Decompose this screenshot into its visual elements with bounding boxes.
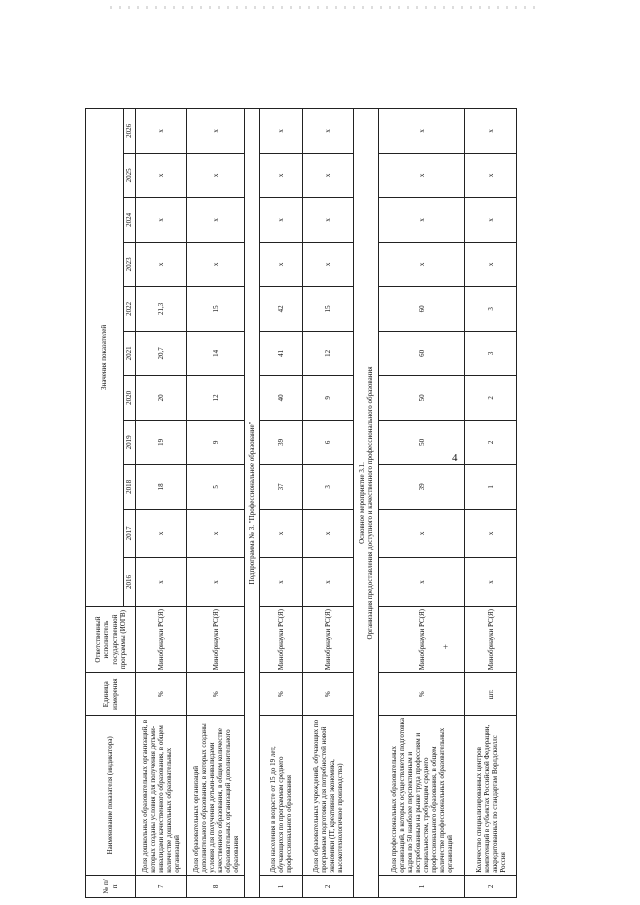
- value-cell: x: [302, 153, 353, 198]
- table-row: [136, 109, 187, 898]
- value-cell: x: [136, 109, 187, 154]
- value-cell: 5: [187, 465, 245, 510]
- value-cell: 15: [302, 287, 353, 332]
- row-unit: шт.: [465, 673, 517, 715]
- row-responsible: Минобрнауки РС(Я): [465, 606, 517, 673]
- table-row: [302, 109, 353, 898]
- header-values: Значения показателей: [86, 109, 124, 607]
- value-cell: 3: [465, 331, 517, 376]
- value-cell: x: [378, 109, 464, 154]
- value-cell: 2: [465, 420, 517, 465]
- row-unit: %: [259, 673, 302, 715]
- year-cell: 2026: [124, 109, 136, 154]
- value-cell: x: [136, 198, 187, 243]
- row-name: Доля населения в возрасте от 15 до 19 лет, обучающихся по программам среднего профессионального образования: [259, 715, 302, 875]
- value-cell: x: [259, 198, 302, 243]
- row-num: 2: [302, 875, 353, 897]
- value-cell: x: [302, 198, 353, 243]
- value-cell: 39: [378, 465, 464, 510]
- margin-mark: +: [443, 642, 449, 652]
- row-num: 2: [465, 875, 517, 897]
- value-cell: x: [465, 242, 517, 287]
- year-cell: 2018: [124, 465, 136, 510]
- scan-noise: [110, 6, 540, 9]
- year-cell: 2021: [124, 331, 136, 376]
- value-cell: x: [378, 509, 464, 558]
- value-cell: x: [187, 153, 245, 198]
- value-cell: 60: [378, 331, 464, 376]
- value-cell: 50: [378, 420, 464, 465]
- value-cell: 12: [187, 376, 245, 421]
- table-row: [187, 109, 245, 898]
- value-cell: x: [302, 558, 353, 607]
- value-cell: 50: [378, 376, 464, 421]
- value-cell: 3: [465, 287, 517, 332]
- table-row: [465, 109, 517, 898]
- value-cell: 1: [465, 465, 517, 510]
- indicators-table: [85, 108, 517, 898]
- value-cell: 2: [465, 376, 517, 421]
- value-cell: x: [465, 558, 517, 607]
- row-name: Доля дошкольных образовательных организаций, в которых созданы условия для получения детьми-инвалидами качественного образования, в общем количестве дошкольных образовательных организаций: [136, 715, 187, 875]
- row-num: 1: [259, 875, 302, 897]
- activity-title: Основное мероприятие 3.1. Организация предоставления доступного и качественного профессионального образования: [354, 109, 379, 898]
- value-cell: 42: [259, 287, 302, 332]
- row-unit: %: [378, 673, 464, 715]
- header-name: Наименование показателя (индикатора): [86, 715, 136, 875]
- row-unit: %: [136, 673, 187, 715]
- value-cell: x: [187, 509, 245, 558]
- value-cell: 18: [136, 465, 187, 510]
- value-cell: x: [259, 242, 302, 287]
- row-responsible: Минобрнауки РС(Я): [259, 606, 302, 673]
- value-cell: 37: [259, 465, 302, 510]
- year-cell: 2022: [124, 287, 136, 332]
- value-cell: x: [302, 109, 353, 154]
- year-cell: 2020: [124, 376, 136, 421]
- row-name: Доля образовательных организаций дополнительного образования, в которых созданы условия для получения детьми-инвалидами качественного образования, в общем количестве образовательных организаций дополнительного образования: [187, 715, 245, 875]
- value-cell: 9: [187, 420, 245, 465]
- value-cell: x: [259, 153, 302, 198]
- row-num: 8: [187, 875, 245, 897]
- year-cell: 2023: [124, 242, 136, 287]
- subprogram-row: [245, 109, 259, 898]
- value-cell: 3: [302, 465, 353, 510]
- value-cell: x: [136, 558, 187, 607]
- row-unit: %: [302, 673, 353, 715]
- value-cell: x: [136, 242, 187, 287]
- value-cell: 39: [259, 420, 302, 465]
- value-cell: x: [302, 509, 353, 558]
- row-num: 1: [378, 875, 464, 897]
- year-cell: 2016: [124, 558, 136, 607]
- row-name: Доля профессиональных образовательных организаций, в которых осуществляется подготовка кадров по 50 наиболее перспективным и востребованным на рынке труда профессиям и специальностям, требующим среднего профессионального образования, в общем количестве профессиональных образовательных организаций: [378, 715, 464, 875]
- value-cell: x: [465, 153, 517, 198]
- value-cell: x: [302, 242, 353, 287]
- row-responsible: Минобрнауки РС(Я): [302, 606, 353, 673]
- activity-row: [354, 109, 379, 898]
- value-cell: 15: [187, 287, 245, 332]
- value-cell: x: [378, 198, 464, 243]
- value-cell: x: [187, 558, 245, 607]
- row-responsible: Минобрнауки РС(Я): [187, 606, 245, 673]
- value-cell: x: [465, 109, 517, 154]
- year-cell: 2024: [124, 198, 136, 243]
- value-cell: x: [259, 558, 302, 607]
- value-cell: x: [378, 242, 464, 287]
- value-cell: x: [136, 153, 187, 198]
- value-cell: x: [259, 109, 302, 154]
- value-cell: 60: [378, 287, 464, 332]
- value-cell: 20,7: [136, 331, 187, 376]
- value-cell: 14: [187, 331, 245, 376]
- value-cell: x: [378, 153, 464, 198]
- page-number: 4: [452, 452, 458, 464]
- year-cell: 2025: [124, 153, 136, 198]
- header-responsible: Ответственный исполнитель государственной программы (ИОГВ): [86, 606, 136, 673]
- row-responsible: Минобрнауки РС(Я): [378, 606, 464, 673]
- year-cell: 2019: [124, 420, 136, 465]
- value-cell: 20: [136, 376, 187, 421]
- value-cell: x: [187, 109, 245, 154]
- value-cell: x: [465, 198, 517, 243]
- value-cell: x: [136, 509, 187, 558]
- row-name: Количество специализированных центров компетенций в субъектах Российской Федерации, аккредитованных по стандартам Ворлдскиллс Россия: [465, 715, 517, 875]
- value-cell: x: [259, 509, 302, 558]
- value-cell: 40: [259, 376, 302, 421]
- value-cell: 12: [302, 331, 353, 376]
- row-responsible: Минобрнауки РС(Я): [136, 606, 187, 673]
- subprogram-title: Подпрограмма № 3. "Профессиональное образование": [245, 109, 259, 898]
- value-cell: 21,3: [136, 287, 187, 332]
- value-cell: 6: [302, 420, 353, 465]
- header-row: [86, 109, 124, 898]
- row-num: 7: [136, 875, 187, 897]
- value-cell: x: [378, 558, 464, 607]
- value-cell: x: [187, 198, 245, 243]
- value-cell: 9: [302, 376, 353, 421]
- value-cell: 19: [136, 420, 187, 465]
- header-unit: Единица измерения: [86, 673, 136, 715]
- table-row: [378, 109, 464, 898]
- value-cell: 41: [259, 331, 302, 376]
- table-row: [259, 109, 302, 898]
- value-cell: x: [465, 509, 517, 558]
- year-cell: 2017: [124, 509, 136, 558]
- row-unit: %: [187, 673, 245, 715]
- row-name: Доля образовательных учреждений, обучающих по программам подготовки для потребностей новой экономики (IT, креативная экономика, высокотехнологичное производства): [302, 715, 353, 875]
- value-cell: x: [187, 242, 245, 287]
- header-num: № п/п: [86, 875, 136, 897]
- rotated-table-wrapper: [85, 108, 517, 898]
